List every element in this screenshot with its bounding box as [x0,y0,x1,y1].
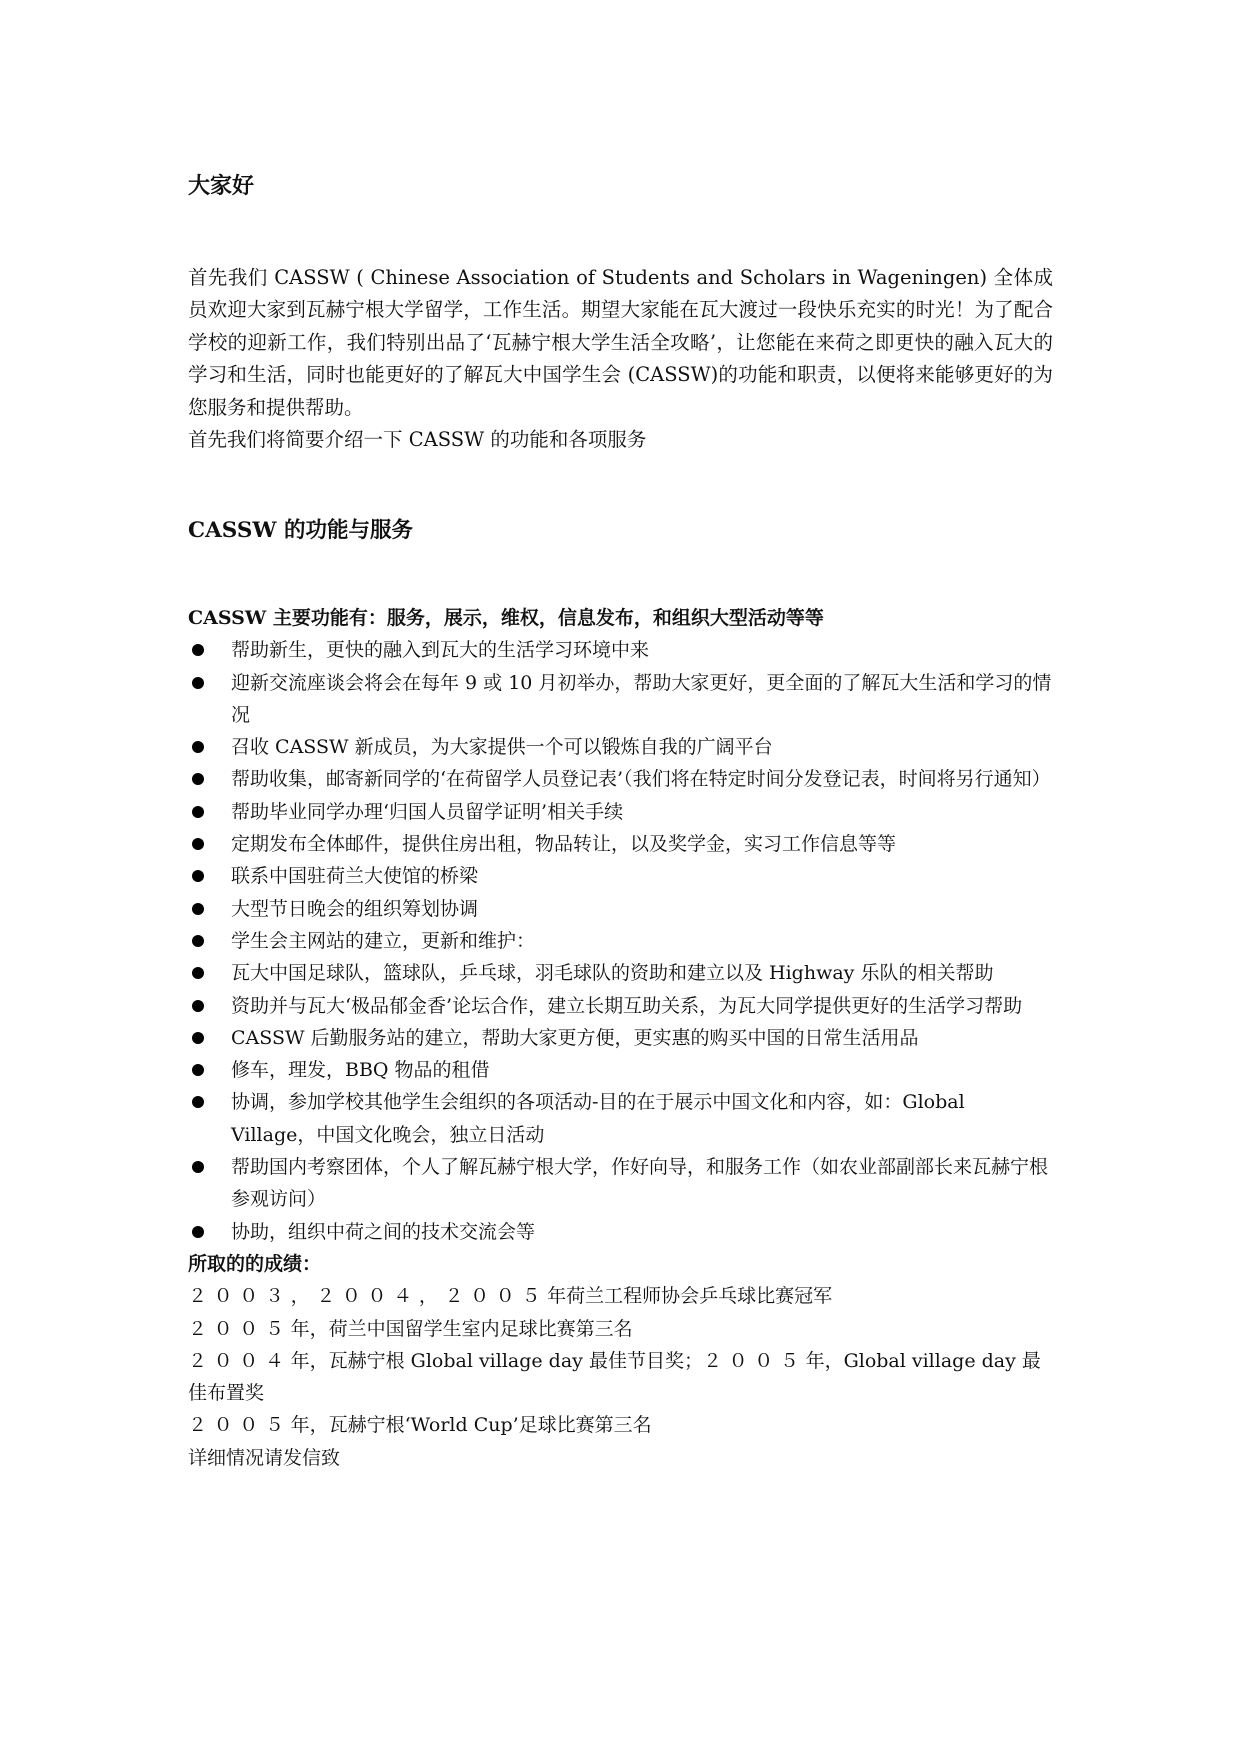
list-item [188,925,1053,957]
achievement-line [188,1280,1053,1312]
section-title: CASSW 的功能与服务 [188,518,414,543]
list-item [188,860,1053,892]
list-item-text: 迎新交流座谈会将会在每年 9 或 10 月初举办，帮助大家更好，更全面的了解瓦大生活和学习的情况 [231,671,1052,726]
list-item-text: 定期发布全体邮件，提供住房出租，物品转让，以及奖学金，实习工作信息等等 [231,833,897,856]
bullet-icon [192,903,204,915]
achievement-line [188,1313,1053,1345]
achievement-text: 年，瓦赫宁根‘World Cup’足球比赛第三名 [290,1414,652,1437]
achievement-years: ２００３，２００４，２００５ [188,1285,548,1308]
list-item [188,990,1053,1022]
achievement-year: ２００４ [188,1349,291,1372]
bullet-icon [192,1032,204,1044]
achievements-heading: 所取的的成绩： [188,1252,322,1275]
achievements-section [188,1248,1053,1474]
list-item [188,893,1053,925]
list-item-text: 联系中国驻荷兰大使馆的桥梁 [231,865,479,888]
bullet-icon [192,1000,204,1012]
contact-line: 详细情况请发信致 [188,1446,341,1469]
list-item-text: 召收 CASSW 新成员，为大家提供一个可以锻炼自我的广阔平台 [231,736,773,759]
list-item [188,1022,1053,1054]
list-item-text: 协助，组织中荷之间的技术交流会等 [231,1220,536,1243]
list-item-text: 学生会主网站的建立，更新和维护： [231,929,536,952]
achievement-year: ２００５ [702,1349,806,1372]
list-item [188,796,1053,828]
bullet-icon [192,838,204,850]
bullet-icon [192,1064,204,1076]
list-item [188,1054,1053,1086]
bullet-icon [192,935,204,947]
achievement-line [188,1345,1053,1410]
list-item-text: 帮助国内考察团体，个人了解瓦赫宁根大学，作好向导，和服务工作（如农业部副部长来瓦赫宁根参观访问） [231,1156,1049,1211]
list-item [188,828,1053,860]
bullet-icon [192,773,204,785]
list-item-text: 帮助毕业同学办理‘归国人员留学证明’相关手续 [231,800,624,823]
greeting-heading: 大家好 [188,173,255,199]
bullet-icon [192,1226,204,1238]
list-item-text: 修车，理发，BBQ 物品的租借 [231,1059,490,1082]
achievement-text: 年荷兰工程师协会乒乓球比赛冠军 [547,1285,833,1308]
bullet-icon [192,1096,204,1108]
achievement-text: 年，荷兰中国留学生室内足球比赛第三名 [290,1317,633,1340]
intro-note: 首先我们将简要介绍一下 CASSW 的功能和各项服务 [188,428,647,452]
functions-list [188,634,1053,1248]
achievement-text: 年，Global village day 最佳布置奖 [188,1349,1041,1405]
list-item-text: 资助并与瓦大‘极品郁金香’论坛合作，建立长期互助关系，为瓦大同学提供更好的生活学习帮助 [231,994,1023,1017]
list-item-text: 帮助收集，邮寄新同学的‘在荷留学人员登记表’（我们将在特定时间分发登记表，时间将另行通知） [231,768,1051,791]
bullet-icon [192,870,204,882]
list-item-text: 帮助新生，更快的融入到瓦大的生活学习环境中来 [231,639,650,662]
list-item [188,731,1053,763]
intro-section [188,262,1053,456]
bullet-icon [192,677,204,689]
list-item-text: 大型节日晚会的组织筹划协调 [231,897,479,920]
list-item [188,1151,1053,1216]
list-item [188,1086,1053,1151]
achievement-text: 年，瓦赫宁根 Global village day 最佳节目奖； [290,1349,703,1372]
functions-section [188,602,1053,1474]
intro-paragraph: 首先我们 CASSW ( Chinese Association of Students and Scholars in Wageningen) 全体成员欢迎大家到瓦赫宁根大学留学，工作生活。期望大家能在瓦大渡过一段快乐充实的时光！为了配合学校的迎新工作，我们特别出品了‘瓦赫宁根大学生活全攻略’，让您能在来荷之即更快的融入瓦大的学习和生活，同时也能更好的了解瓦大中国学生会 (CASSW)的功能和职责，以便将来能够更好的为您服务和提供帮助。 [188,266,1053,419]
bullet-icon [192,806,204,818]
functions-heading: CASSW 主要功能有：服务，展示，维权，信息发布，和组织大型活动等等 [188,607,824,629]
bullet-icon [192,1161,204,1173]
list-item-text: 瓦大中国足球队，篮球队，乒乓球，羽毛球队的资助和建立以及 Highway 乐队的相关帮助 [231,962,994,985]
list-item [188,763,1053,795]
bullet-icon [192,644,204,656]
achievement-year: ２００５ [188,1414,291,1437]
bullet-icon [192,967,204,979]
list-item-text: 协调，参加学校其他学生会组织的各项活动-目的在于展示中国文化和内容，如：Global Village，中国文化晚会，独立日活动 [231,1091,965,1146]
bullet-icon [192,741,204,753]
list-item [188,634,1053,666]
list-item [188,957,1053,989]
list-item-text: CASSW 后勤服务站的建立，帮助大家更方便，更实惠的购买中国的日常生活用品 [231,1026,919,1049]
list-item [188,1216,1053,1248]
achievement-line [188,1409,1053,1441]
list-item [188,667,1053,732]
achievement-year: ２００５ [188,1317,291,1340]
